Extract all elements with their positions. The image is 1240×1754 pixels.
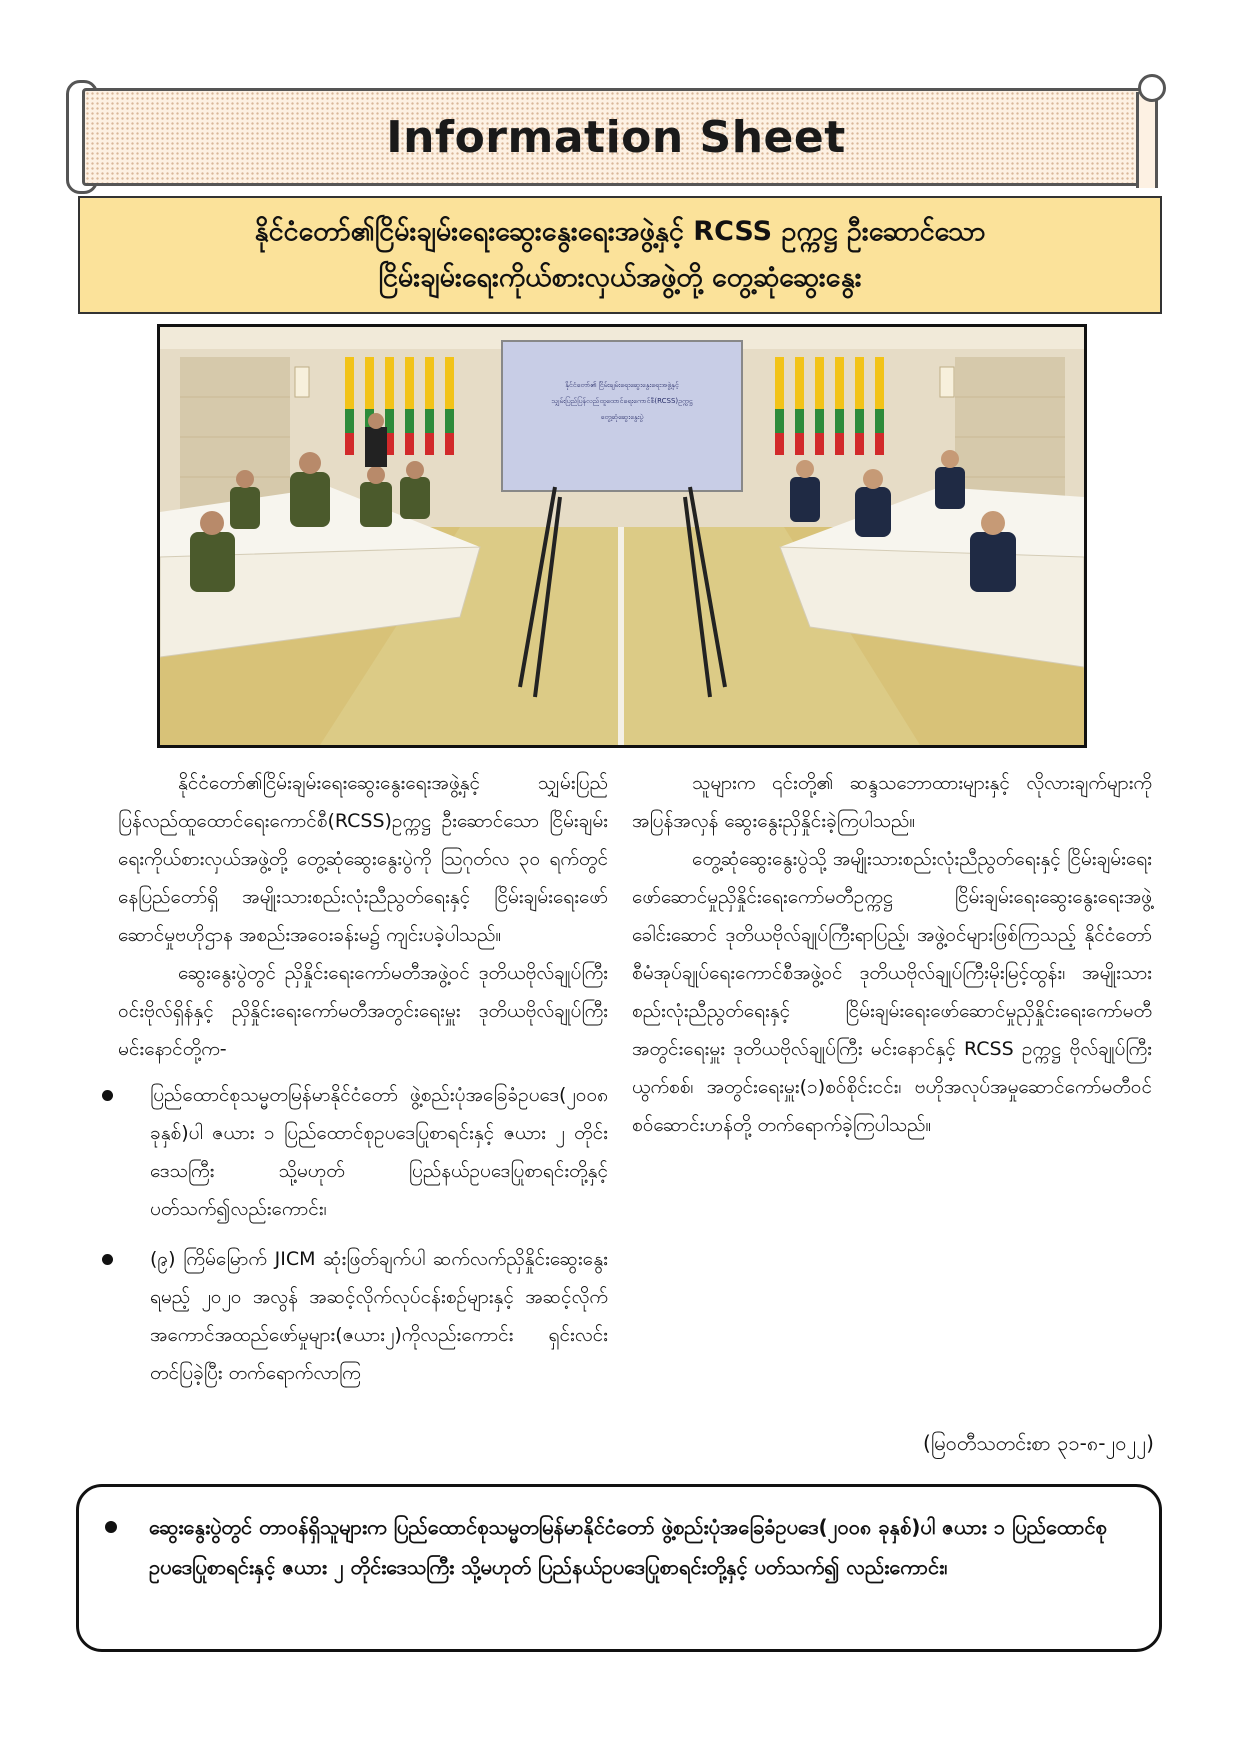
scroll-body: [82, 88, 1150, 186]
source-citation: (မြဝတီသတင်းစာ ၃၁-၈-၂၀၂၂): [923, 1431, 1154, 1455]
scroll-curl-right-stem: [1136, 92, 1158, 188]
headline-line-2: ငြိမ်းချမ်းရေးကိုယ်စားလှယ်အဖွဲ့တို့ တွေ့ဆုံဆွေးနွေး: [378, 262, 862, 293]
bullet-dot-icon: [102, 1090, 113, 1101]
bullet-item-2-text: (၉) ကြိမ်မြောက် JICM ဆုံးဖြတ်ချက်ပါ ဆက်လက်ညှိနှိုင်းဆွေးနွေးရမည့် ၂၀၂၀ အလွန် အဆင့်လိုက်လုပ်ငန်းစဉ်များနှင့် အဆင့်လိုက်အကောင်အထည်ဖော်မှုများ(ဇယား၂)ကိုလည်းကောင်း ရှင်းလင်းတင်ပြခဲ့ပြီး တက်ရောက်လာကြ: [150, 1248, 608, 1384]
bullet-list: [118, 1076, 608, 1392]
meeting-photo-illustration: [160, 327, 1084, 745]
scroll-curl-right: [1138, 74, 1166, 102]
screen-text-3: တွေ့ဆုံဆွေးနွေးပွဲ: [600, 413, 644, 421]
headline-box: [78, 196, 1162, 314]
meeting-photo: [157, 324, 1087, 748]
article-paragraph-3: သူများက ၎င်းတို့၏ ဆန္ဒသဘောထားများနှင့် လိုလားချက်များကို အပြန်အလှန် ဆွေးနွေးညှိနှိုင်းခဲ့ကြပါသည်။: [632, 772, 1152, 832]
bullet-item-1-text: ပြည်ထောင်စုသမ္မတမြန်မာနိုင်ငံတော် ဖွဲ့စည်းပုံအခြေခံဥပဒေ(၂၀၀၈ ခုနှစ်)ပါ ဇယား ၁ ပြည်ထောင်စုဥပဒေပြုစာရင်းနှင့် ဇယား ၂ တိုင်းဒေသကြီး သို့မဟုတ် ပြည်နယ်ဥပဒေပြုစာရင်းတို့နှင့်ပတ်သက်၍လည်းကောင်း၊: [150, 1084, 608, 1220]
bullet-dot-icon: [102, 1254, 113, 1265]
bullet-item-2: [118, 1240, 608, 1392]
bullet-item-1: [118, 1076, 608, 1228]
article-paragraph-4: တွေ့ဆုံဆွေးနွေးပွဲသို့ အမျိုးသားစည်းလုံးညီညွတ်ရေးနှင့် ငြိမ်းချမ်းရေးဖော်ဆောင်မှုညှိနှိုင်းရေးကော်မတီဥက္ကဋ္ဌ ငြိမ်းချမ်းရေးဆွေးနွေးရေးအဖွဲ့ခေါင်းဆောင် ဒုတိယဗိုလ်ချုပ်ကြီးရာပြည့်၊ အဖွဲ့ဝင်များဖြစ်ကြသည့် နိုင်ငံတော်စီမံအုပ်ချုပ်ရေးကောင်စီအဖွဲ့ဝင် ဒုတိယဗိုလ်ချုပ်ကြီးမိုးမြင့်ထွန်း၊ အမျိုးသားစည်းလုံးညီညွတ်ရေးနှင့် ငြိမ်းချမ်းရေးဖော်ဆောင်မှုညှိနှိုင်းရေးကော်မတီ အတွင်းရေးမှူး ဒုတိယဗိုလ်ချုပ်ကြီး မင်းနောင်နှင့် RCSS ဥက္ကဋ္ဌ ဗိုလ်ချုပ်ကြီးယွက်စစ်၊ အတွင်းရေးမှူး(၁)စဝ်စိုင်းငင်း၊ ဗဟိုအလုပ်အမှုဆောင်ကော်မတီဝင် စဝ်ဆောင်းဟန်တို့ တက်ရောက်ခဲ့ကြပါသည်။: [632, 848, 1152, 1136]
summary-note-text: ဆွေးနွေးပွဲတွင် တာဝန်ရှိသူများက ပြည်ထောင်စုသမ္မတမြန်မာနိုင်ငံတော် ဖွဲ့စည်းပုံအခြေခံဥပဒေ(၂၀၀၈ ခုနှစ်)ပါ ဇယား ၁ ပြည်ထောင်စုဥပဒေပြုစာရင်းနှင့် ဇယား ၂ တိုင်းဒေသကြီး သို့မဟုတ် ပြည်နယ်ဥပဒေပြုစာရင်းတို့နှင့် ပတ်သက်၍ လည်းကောင်း၊: [149, 1515, 1107, 1579]
title-banner: [66, 80, 1166, 190]
screen-text-1: နိုင်ငံတော်၏ ငြိမ်းချမ်းရေးဆွေးနွေးရေးအဖွဲ့နှင့်: [565, 381, 679, 389]
article-paragraph-1: နိုင်ငံတော်၏ငြိမ်းချမ်းရေးဆွေးနွေးရေးအဖွဲ့နှင့် သျှမ်းပြည်ပြန်လည်ထူထောင်ရေးကောင်စီ(RCSS)ဥက္ကဋ္ဌ ဦးဆောင်သော ငြိမ်းချမ်းရေးကိုယ်စားလှယ်အဖွဲ့တို့ တွေ့ဆုံဆွေးနွေးပွဲကို ဩဂုတ်လ ၃၀ ရက်တွင် နေပြည်တော်ရှိ အမျိုးသားစည်းလုံးညီညွတ်ရေးနှင့် ငြိမ်းချမ်းရေးဖော်ဆောင်မှုဗဟိုဌာန အစည်းအဝေးခန်းမ၌ ကျင်းပခဲ့ပါသည်။: [118, 772, 608, 946]
article-paragraph-2: ဆွေးနွေးပွဲတွင် ညှိနှိုင်းရေးကော်မတီအဖွဲ့ဝင် ဒုတိယဗိုလ်ချုပ်ကြီးဝင်းဗိုလ်ရှိန်နှင့် ညှိနှိုင်းရေးကော်မတီအတွင်းရေးမှူး ဒုတိယဗိုလ်ချုပ်ကြီးမင်းနောင်တို့က-: [118, 962, 608, 1060]
page-title: Information Sheet: [386, 111, 846, 163]
bullet-dot-icon: [105, 1521, 117, 1533]
article-left-column: [118, 764, 608, 1404]
article-right-column: [632, 764, 1152, 1144]
headline-line-1: နိုင်ငံတော်၏ငြိမ်းချမ်းရေးဆွေးနွေးရေးအဖွဲ့နှင့် RCSS ဥက္ကဋ္ဌ ဦးဆောင်သော: [254, 216, 986, 247]
summary-note-box: [76, 1484, 1162, 1652]
screen-text-2: သျှမ်းပြည်ပြန်လည်ထူထောင်ရေးကောင်စီ(RCSS)ဥက္ကဋ္ဌ: [551, 397, 693, 405]
